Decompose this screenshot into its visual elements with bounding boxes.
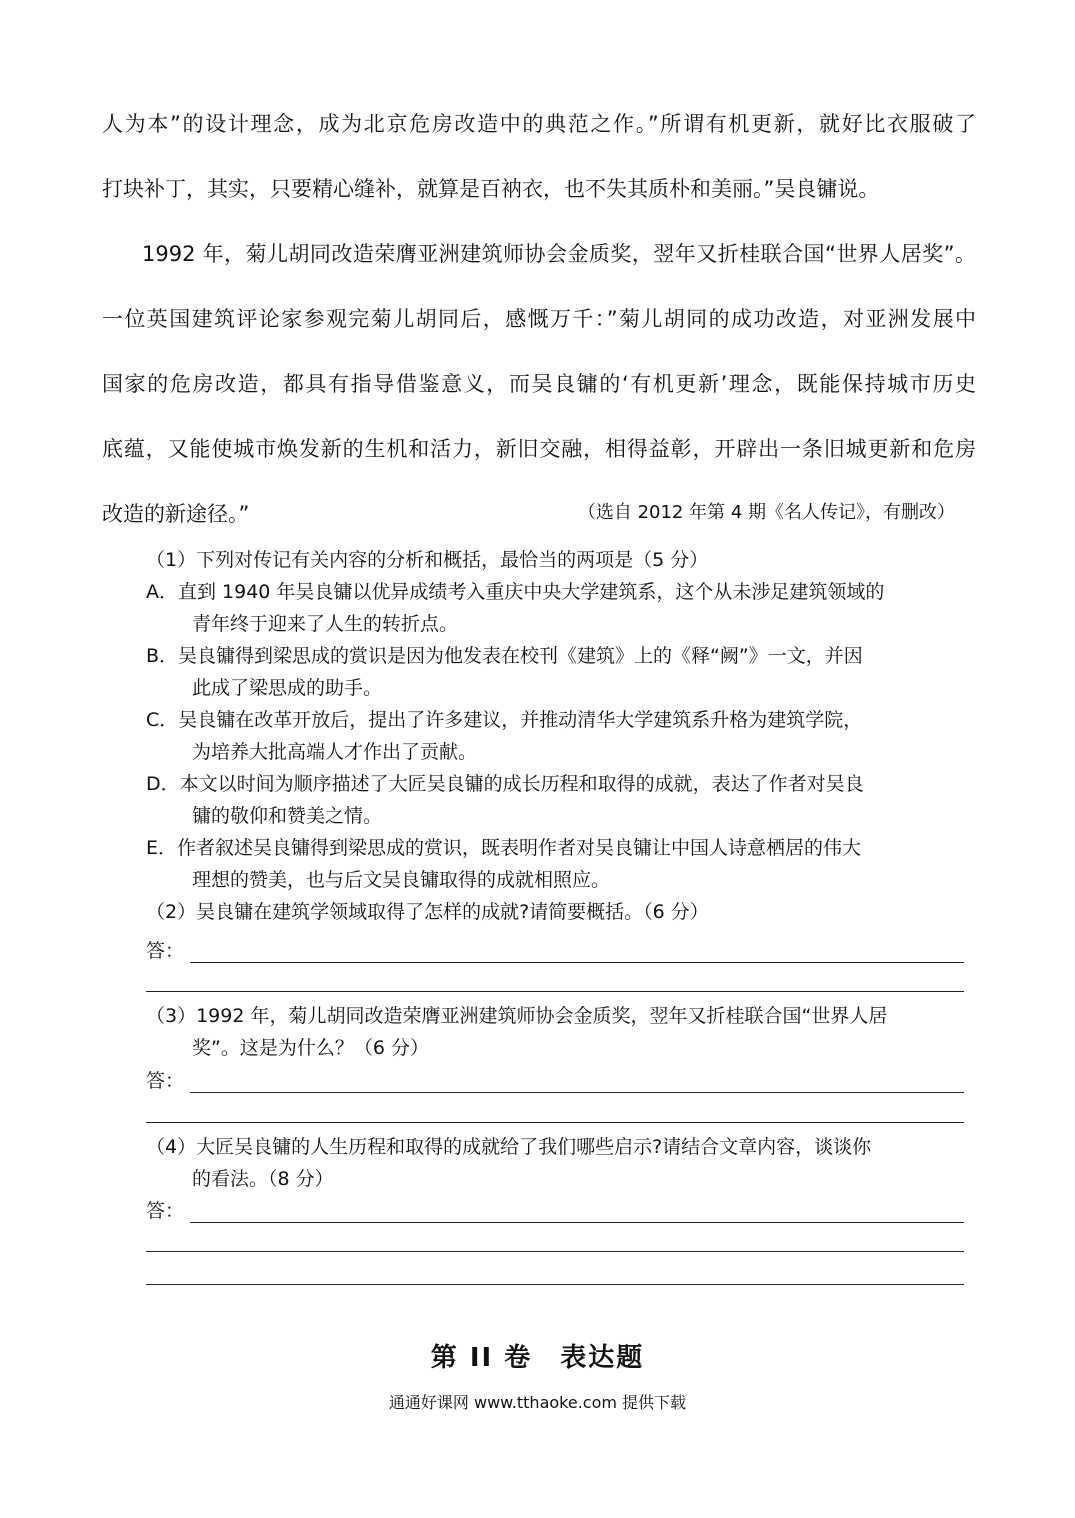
option-d-line1: D．本文以时间为顺序描述了大匠吴良镛的成长历程和取得的成就，表达了作者对吴良 [146,773,864,795]
passage-line: 国家的危房改造，都具有指导借鉴意义，而吴良镛的‘有机更新’理念，既能保持城市历史 [102,372,976,396]
question-1 [146,544,976,928]
option-c-line2: 为培养大批高端人才作出了贡献。 [192,741,478,763]
option-e-line2: 理想的赞美，也与后文吴良镛取得的成就相照应。 [192,869,611,891]
answer-line[interactable] [146,991,964,992]
answer-line[interactable] [190,1092,964,1093]
option-a-line1: A．直到 1940 年吴良镛以优异成绩考入重庆中央大学建筑系，这个从未涉足建筑领域的 [146,581,885,603]
answer-label: 答： [146,1070,185,1092]
answer-label: 答： [146,1200,185,1222]
answer-4-row [146,1196,964,1226]
question-3-line1: （3）1992 年，菊儿胡同改造荣膺亚洲建筑师协会金质奖，翌年又折桂联合国“世界人居 [146,1005,888,1027]
answer-3-row [146,1066,964,1096]
answer-line[interactable] [146,1284,964,1285]
option-b-line1: B．吴良镛得到梁思成的赏识是因为他发表在校刊《建筑》上的《释“阙”》一文，并因 [146,645,863,667]
question-4-line2: 的看法。（8 分） [192,1168,334,1190]
answer-line[interactable] [146,1122,964,1123]
option-e-line1: E．作者叙述吴良镛得到梁思成的赏识，既表明作者对吴良镛让中国人诗意栖居的伟大 [146,837,862,859]
question-3-line2: 奖”。这是为什么？（6 分） [192,1037,429,1059]
passage-line: 打块补丁，其实，只要精心缝补，就算是百衲衣，也不失其质朴和美丽。”吴良镛说。 [102,177,880,201]
passage-line: 改造的新途径。” [102,502,250,526]
passage-line: 人为本”的设计理念，成为北京危房改造中的典范之作。”所谓有机更新，就好比衣服破了 [102,112,976,136]
option-c-line1: C．吴良镛在改革开放后，提出了许多建议，并推动清华大学建筑系升格为建筑学院， [146,709,863,731]
answer-2-row [146,936,964,966]
question-2-stem: （2）吴良镛在建筑学领域取得了怎样的成就?请简要概括。（6 分） [146,901,709,923]
answer-line[interactable] [190,1222,964,1223]
question-4-line1: （4）大匠吴良镛的人生历程和取得的成就给了我们哪些启示?请结合文章内容，谈谈你 [146,1136,872,1158]
answer-label: 答： [146,940,185,962]
question-stem: （1）下列对传记有关内容的分析和概括，最恰当的两项是（5 分） [146,549,709,571]
passage-line: 底蕴，又能使城市焕发新的生机和活力，新旧交融，相得益彰，开辟出一条旧城更新和危房 [102,437,976,461]
option-d-line2: 镛的敬仰和赞美之情。 [192,805,383,827]
question-4 [146,1131,976,1195]
answer-line[interactable] [190,962,964,963]
passage-line: 一位英国建筑评论家参观完菊儿胡同后，感慨万千：”菊儿胡同的成功改造，对亚洲发展中 [102,307,976,331]
passage [102,92,976,547]
passage-source: （选自 2012 年第 4 期《名人传记》，有删改） [577,502,955,523]
question-3 [146,1000,976,1064]
option-b-line2: 此成了梁思成的助手。 [192,677,383,699]
option-a-line2: 青年终于迎来了人生的转折点。 [192,613,459,635]
answer-line[interactable] [146,1251,964,1252]
section-title: 第 II 卷 表达题 [430,1343,645,1373]
passage-line: 1992 年，菊儿胡同改造荣膺亚洲建筑师协会金质奖，翌年又折桂联合国“世界人居奖”。 [142,242,976,266]
footer-text: 通通好课网 www.tthaoke.com 提供下载 [388,1393,687,1412]
